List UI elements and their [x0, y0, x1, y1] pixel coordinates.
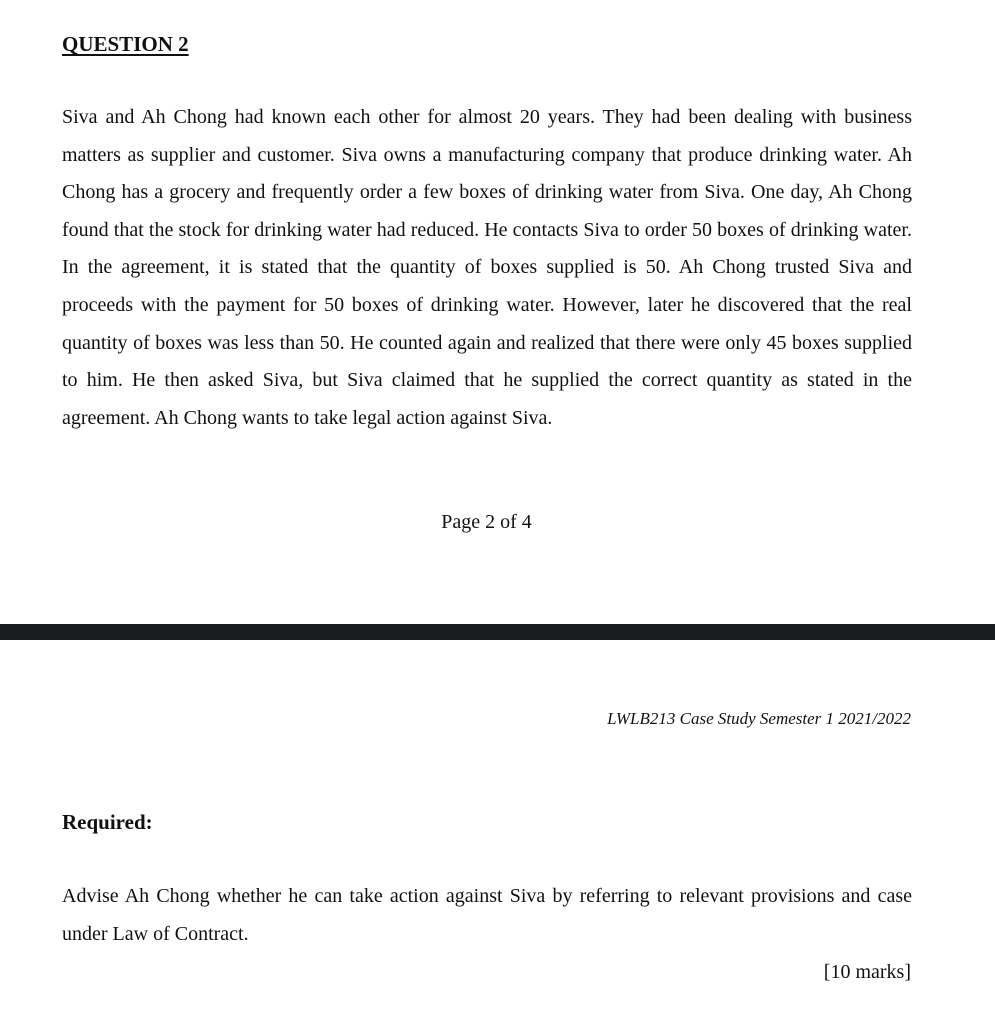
marks-allocation: [10 marks]: [823, 961, 911, 983]
question-heading: QUESTION 2: [62, 32, 189, 56]
running-header: LWLB213 Case Study Semester 1 2021/2022: [607, 709, 911, 728]
page-break-divider: [0, 624, 995, 640]
required-label: Required:: [62, 810, 153, 834]
case-scenario-paragraph: Siva and Ah Chong had known each other for almost 20 years. They had been dealing with business matters as supplier and customer. Siva owns a manufacturing company that produce drinking water. Ah Chong has a grocery and frequently order a few boxes of drinking water from Siva. One day, Ah Chong found that the stock for drinking water had reduced. He contacts Siva to order 50 boxes of drinking water. In the agreement, it is stated that the quantity of boxes supplied is 50. Ah Chong trusted Siva and proceeds with the payment for 50 boxes of drinking water. However, later he discovered that the real quantity of boxes was less than 50. He counted again and realized that there were only 45 boxes supplied to him. He then asked Siva, but Siva claimed that he supplied the correct quantity as stated in the agreement. Ah Chong wants to take legal action against Siva.: [62, 106, 912, 429]
page-number: Page 2 of 4: [441, 511, 532, 533]
task-instruction: Advise Ah Chong whether he can take action against Siva by referring to relevant provisions and case under Law of Contract.: [62, 885, 912, 945]
